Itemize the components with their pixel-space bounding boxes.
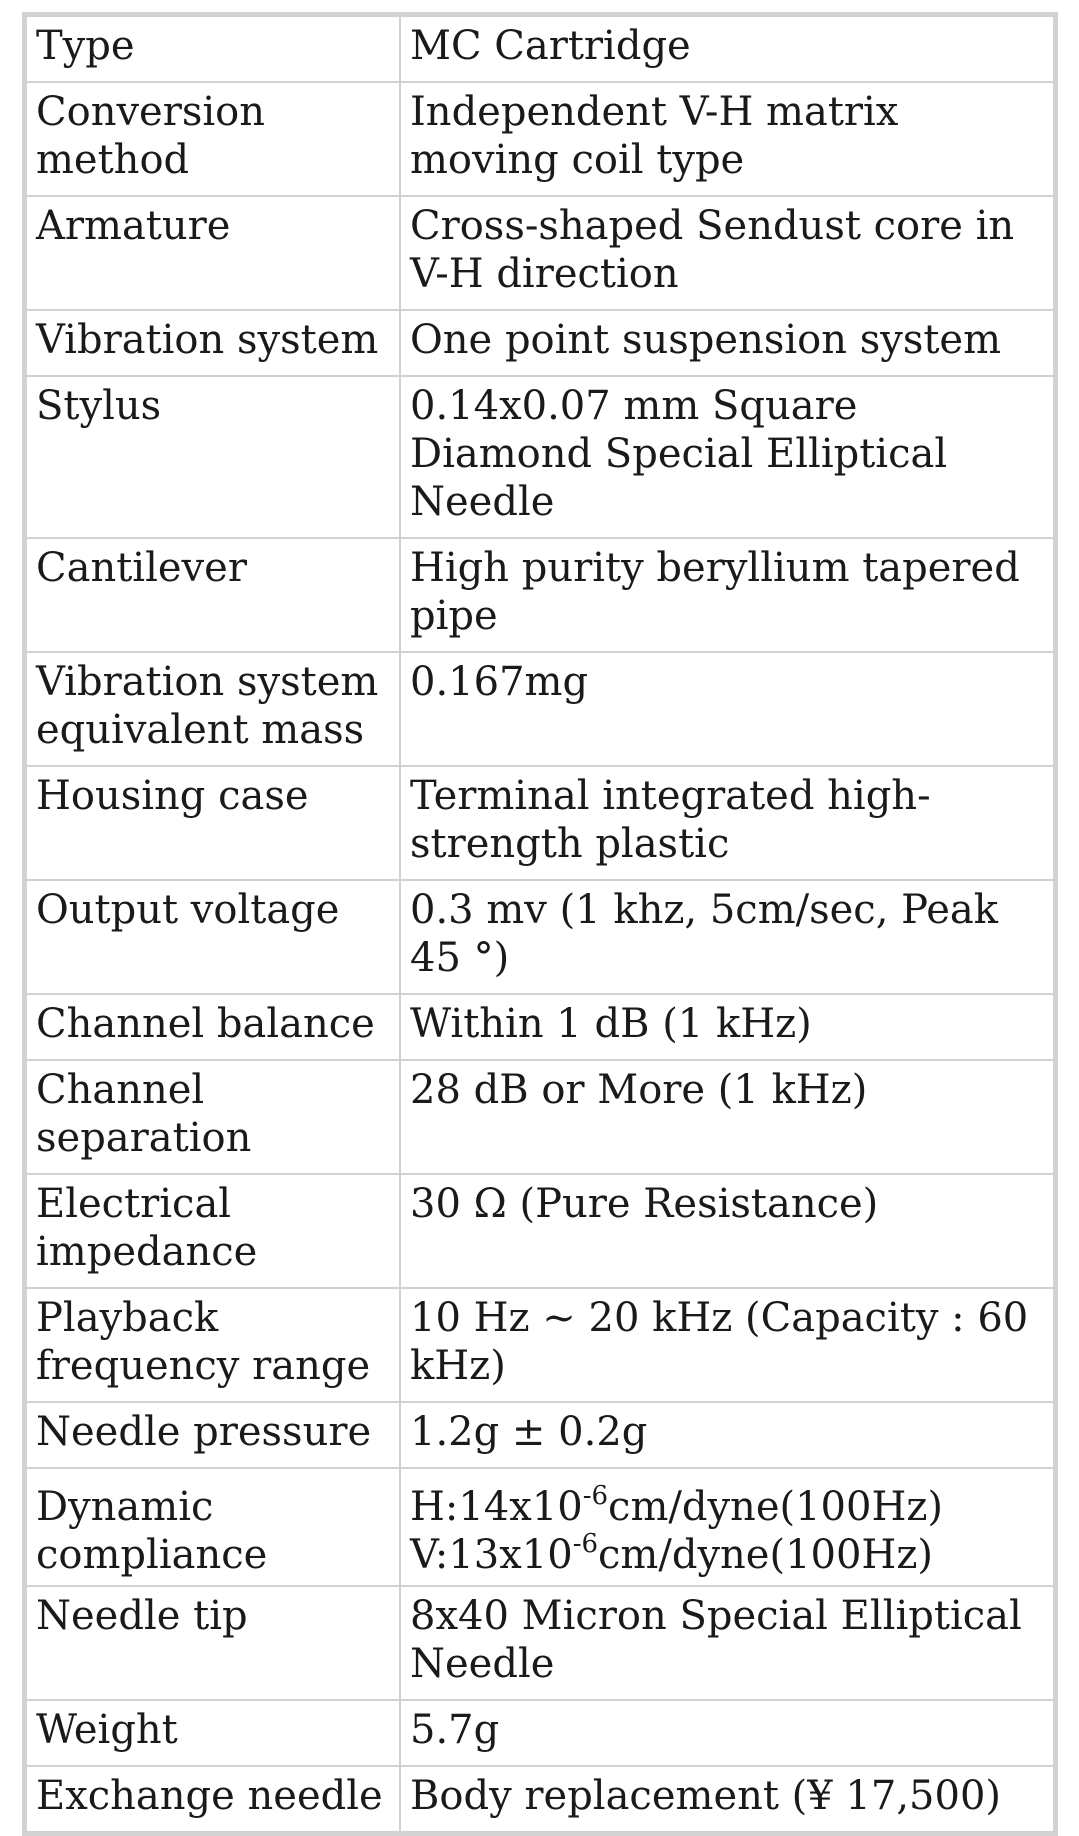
table-row: [25, 1402, 1056, 1468]
table-row: [25, 538, 1056, 652]
spec-label: Armature: [25, 196, 401, 310]
spec-value: 0.14x0.07 mm Square Diamond Special Elliptical Needle: [400, 376, 1056, 538]
compliance-horizontal: [410, 1483, 1045, 1531]
spec-label: Type: [25, 15, 401, 83]
spec-value: 0.3 mv (1 khz, 5cm/sec, Peak 45 °): [400, 880, 1056, 994]
table-row: [25, 1700, 1056, 1766]
spec-value: Body replacement (¥ 17,500): [400, 1766, 1056, 1834]
table-row: [25, 1766, 1056, 1834]
table-row: [25, 652, 1056, 766]
spec-value: 30 Ω (Pure Resistance): [400, 1174, 1056, 1288]
spec-label: Playback frequency range: [25, 1288, 401, 1402]
table-row: [25, 880, 1056, 994]
table-row: [25, 310, 1056, 376]
spec-value: Independent V-H matrix moving coil type: [400, 82, 1056, 196]
table-row: [25, 196, 1056, 310]
spec-value: 8x40 Micron Special Elliptical Needle: [400, 1586, 1056, 1700]
spec-value: Within 1 dB (1 kHz): [400, 994, 1056, 1060]
spec-label: Cantilever: [25, 538, 401, 652]
compliance-v-suffix: cm/dyne(100Hz): [598, 1532, 933, 1578]
table-row: [25, 1468, 1056, 1586]
spec-label: Channel balance: [25, 994, 401, 1060]
compliance-h-suffix: cm/dyne(100Hz): [608, 1484, 944, 1530]
spec-value: 28 dB or More (1 kHz): [400, 1060, 1056, 1174]
spec-label: Channel separation: [25, 1060, 401, 1174]
spec-label: Needle pressure: [25, 1402, 401, 1468]
spec-label: Conversion method: [25, 82, 401, 196]
spec-value: [400, 1468, 1056, 1586]
spec-value: MC Cartridge: [400, 15, 1056, 83]
spec-label: Electrical impedance: [25, 1174, 401, 1288]
table-row: [25, 766, 1056, 880]
spec-value: Terminal integrated high-strength plastic: [400, 766, 1056, 880]
spec-value: Cross-shaped Sendust core in V-H direction: [400, 196, 1056, 310]
spec-value: 1.2g ± 0.2g: [400, 1402, 1056, 1468]
compliance-vertical: [410, 1531, 1045, 1579]
compliance-v-exponent: -6: [572, 1529, 599, 1559]
table-row: [25, 82, 1056, 196]
table-row: [25, 376, 1056, 538]
table-row: [25, 1586, 1056, 1700]
spec-label: Exchange needle: [25, 1766, 401, 1834]
compliance-v-prefix: V:13x10: [410, 1532, 573, 1578]
spec-value: 10 Hz ~ 20 kHz (Capacity : 60 kHz): [400, 1288, 1056, 1402]
spec-value: 5.7g: [400, 1700, 1056, 1766]
spec-label: Housing case: [25, 766, 401, 880]
spec-value: High purity beryllium tapered pipe: [400, 538, 1056, 652]
table-row: [25, 1174, 1056, 1288]
table-row: [25, 994, 1056, 1060]
spec-value: 0.167mg: [400, 652, 1056, 766]
spec-table: [22, 12, 1058, 1836]
spec-label: Vibration system: [25, 310, 401, 376]
compliance-h-exponent: -6: [582, 1481, 609, 1511]
spec-label: Weight: [25, 1700, 401, 1766]
table-row: [25, 1288, 1056, 1402]
compliance-h-prefix: H:14x10: [410, 1484, 583, 1530]
table-row: [25, 15, 1056, 83]
spec-label: Needle tip: [25, 1586, 401, 1700]
spec-label: Output voltage: [25, 880, 401, 994]
spec-label: Stylus: [25, 376, 401, 538]
spec-label: Vibration system equivalent mass: [25, 652, 401, 766]
table-row: [25, 1060, 1056, 1174]
spec-value: One point suspension system: [400, 310, 1056, 376]
spec-label: Dynamic compliance: [25, 1468, 401, 1586]
